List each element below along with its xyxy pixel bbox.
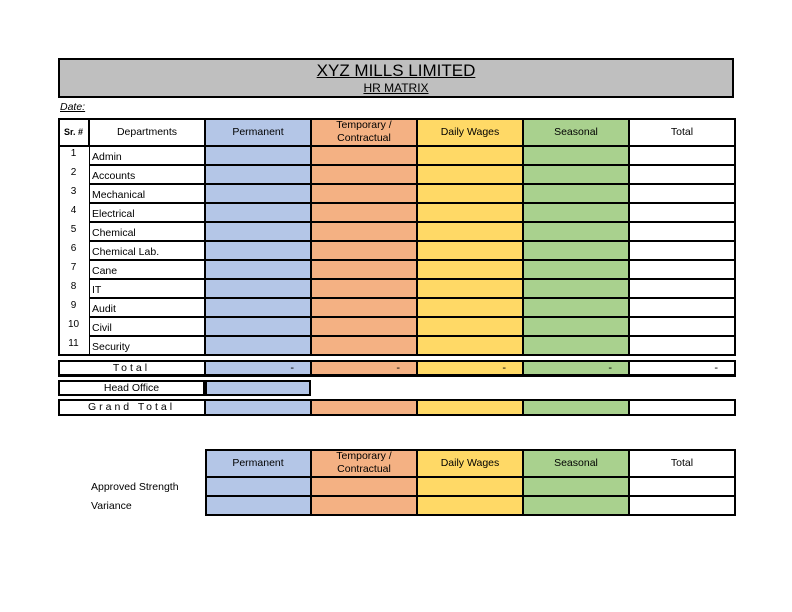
summary-header-total: Total <box>629 449 735 477</box>
total-row-border <box>58 360 736 377</box>
header-daily: Daily Wages <box>417 118 523 146</box>
table-border <box>58 118 736 356</box>
header-temporary: Temporary / Contractual <box>311 118 417 146</box>
header-sr: Sr. # <box>58 118 89 146</box>
title-banner <box>58 58 734 98</box>
row-number: 3 <box>58 184 89 203</box>
head-office-permanent[interactable] <box>205 380 311 396</box>
department-name: Chemical <box>89 222 205 241</box>
row-number: 11 <box>58 336 89 355</box>
row-number: 6 <box>58 241 89 260</box>
department-name: Accounts <box>89 165 205 184</box>
row-number: 9 <box>58 298 89 317</box>
header-departments: Departments <box>89 118 205 146</box>
department-name: Cane <box>89 260 205 279</box>
row-number: 2 <box>58 165 89 184</box>
department-name: Admin <box>89 146 205 165</box>
row-number: 5 <box>58 222 89 241</box>
department-name: Security <box>89 336 205 355</box>
header-permanent: Permanent <box>205 118 311 146</box>
row-number: 4 <box>58 203 89 222</box>
department-name: IT <box>89 279 205 298</box>
report-subtitle: HR MATRIX <box>363 81 429 95</box>
header-divider <box>58 145 736 147</box>
grand-total-border <box>58 399 736 416</box>
total-seasonal: - <box>523 360 629 375</box>
department-name: Audit <box>89 298 205 317</box>
summary-label-variance: Variance <box>91 499 132 512</box>
header-total: Total <box>629 118 735 146</box>
summary-label-approved_strength: Approved Strength <box>91 480 179 493</box>
row-number: 1 <box>58 146 89 165</box>
grand-total-label: Grand Total <box>58 399 205 415</box>
summary-header-daily: Daily Wages <box>417 449 523 477</box>
date-label: Date: <box>60 101 86 113</box>
total-label: Total <box>58 360 205 375</box>
summary-header-divider <box>205 476 736 478</box>
summary-border <box>205 449 736 516</box>
total-daily: - <box>417 360 523 375</box>
department-name: Mechanical <box>89 184 205 203</box>
department-name: Chemical Lab. <box>89 241 205 260</box>
department-name: Electrical <box>89 203 205 222</box>
department-name: Civil <box>89 317 205 336</box>
summary-header-seasonal: Seasonal <box>523 449 629 477</box>
row-number: 10 <box>58 317 89 336</box>
total-total: - <box>629 360 735 375</box>
summary-header-permanent: Permanent <box>205 449 311 477</box>
row-number: 7 <box>58 260 89 279</box>
header-seasonal: Seasonal <box>523 118 629 146</box>
summary-header-temporary: Temporary / Contractual <box>311 449 417 477</box>
total-permanent: - <box>205 360 311 375</box>
total-temporary: - <box>311 360 417 375</box>
head-office-label: Head Office <box>58 380 205 396</box>
row-number: 8 <box>58 279 89 298</box>
company-title: XYZ MILLS LIMITED <box>316 61 476 80</box>
